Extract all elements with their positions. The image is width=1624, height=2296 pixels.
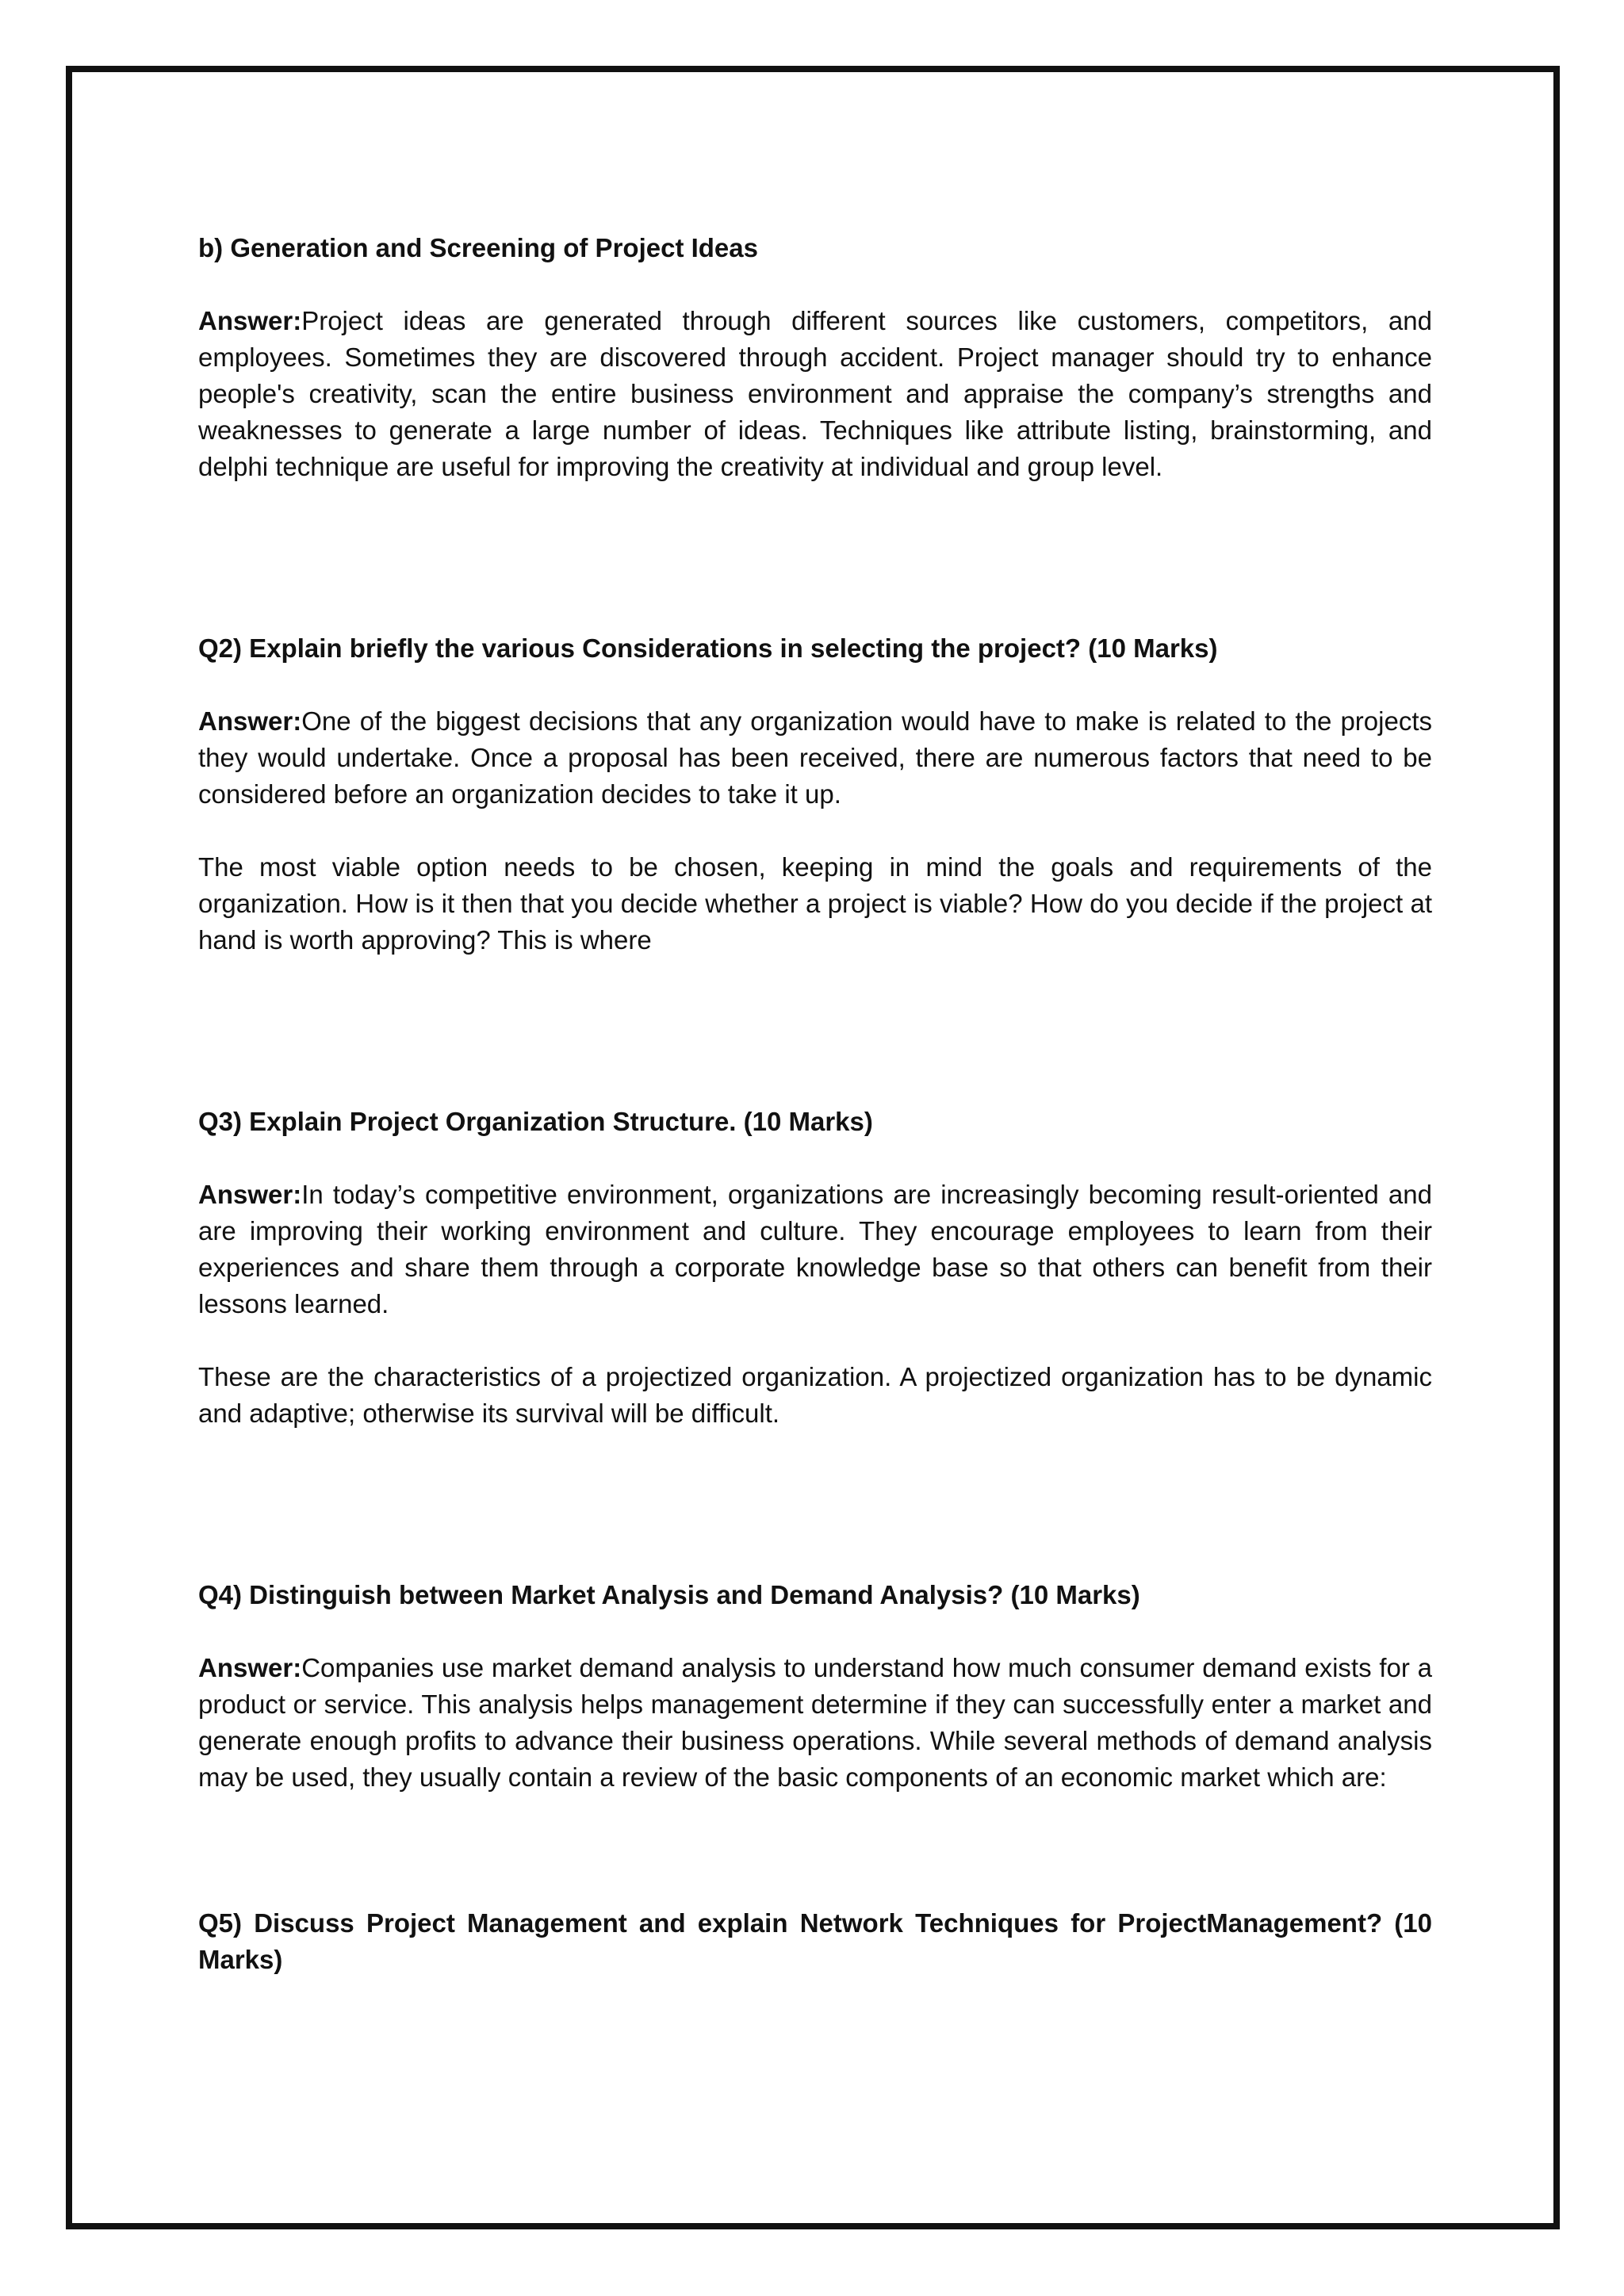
answer-paragraph xyxy=(198,1177,1432,1322)
body-paragraph: These are the characteristics of a projectized organization. A projectized organization has to be dynamic and adaptive; otherwise its survival will be difficult. xyxy=(198,1362,1432,1428)
answer-label: Answer: xyxy=(198,706,302,736)
answer-label: Answer: xyxy=(198,1180,302,1209)
answer-paragraph xyxy=(198,303,1432,485)
answer-text: Companies use market demand analysis to understand how much consumer demand exists for a product or service. This analysis helps management determine if they can successfully enter a market and generate enough profits to advance their business operations. While several methods of demand analysis may be used, they usually contain a review of the basic components of an economic market which are: xyxy=(198,1653,1432,1792)
answer-label: Answer: xyxy=(198,306,302,335)
section-heading: Q2) Explain briefly the various Considerations in selecting the project? (10 Marks) xyxy=(198,633,1218,663)
answer-paragraph xyxy=(198,703,1432,813)
section-heading: Q3) Explain Project Organization Structure. (10 Marks) xyxy=(198,1107,873,1136)
answer-label: Answer: xyxy=(198,1653,302,1682)
section-heading: Q4) Distinguish between Market Analysis and Demand Analysis? (10 Marks) xyxy=(198,1580,1140,1609)
document-content xyxy=(198,230,1432,1978)
section-heading: Q5) Discuss Project Management and explain Network Techniques for ProjectManagement? (10 Marks) xyxy=(198,1908,1432,1974)
section-heading: b) Generation and Screening of Project Ideas xyxy=(198,233,758,262)
body-paragraph: The most viable option needs to be chosen, keeping in mind the goals and requirements of the organization. How is it then that you decide whether a project is viable? How do you decide if the project at hand is worth approving? This is where xyxy=(198,852,1432,955)
answer-text: In today’s competitive environment, organizations are increasingly becoming result-oriented and are improving their working environment and culture. They encourage employees to learn from their experiences and share them through a corporate knowledge base so that others can benefit from their lessons learned. xyxy=(198,1180,1432,1318)
answer-text: One of the biggest decisions that any organization would have to make is related to the projects they would undertake. Once a proposal has been received, there are numerous factors that need to be considered before an organization decides to take it up. xyxy=(198,706,1432,809)
answer-text: Project ideas are generated through different sources like customers, competitors, and employees. Sometimes they are discovered through accident. Project manager should try to enhance people's creativity, scan the entire business environment and appraise the company’s strengths and weaknesses to generate a large number of ideas. Techniques like attribute listing, brainstorming, and delphi technique are useful for improving the creativity at individual and group level. xyxy=(198,306,1432,481)
answer-paragraph xyxy=(198,1650,1432,1796)
